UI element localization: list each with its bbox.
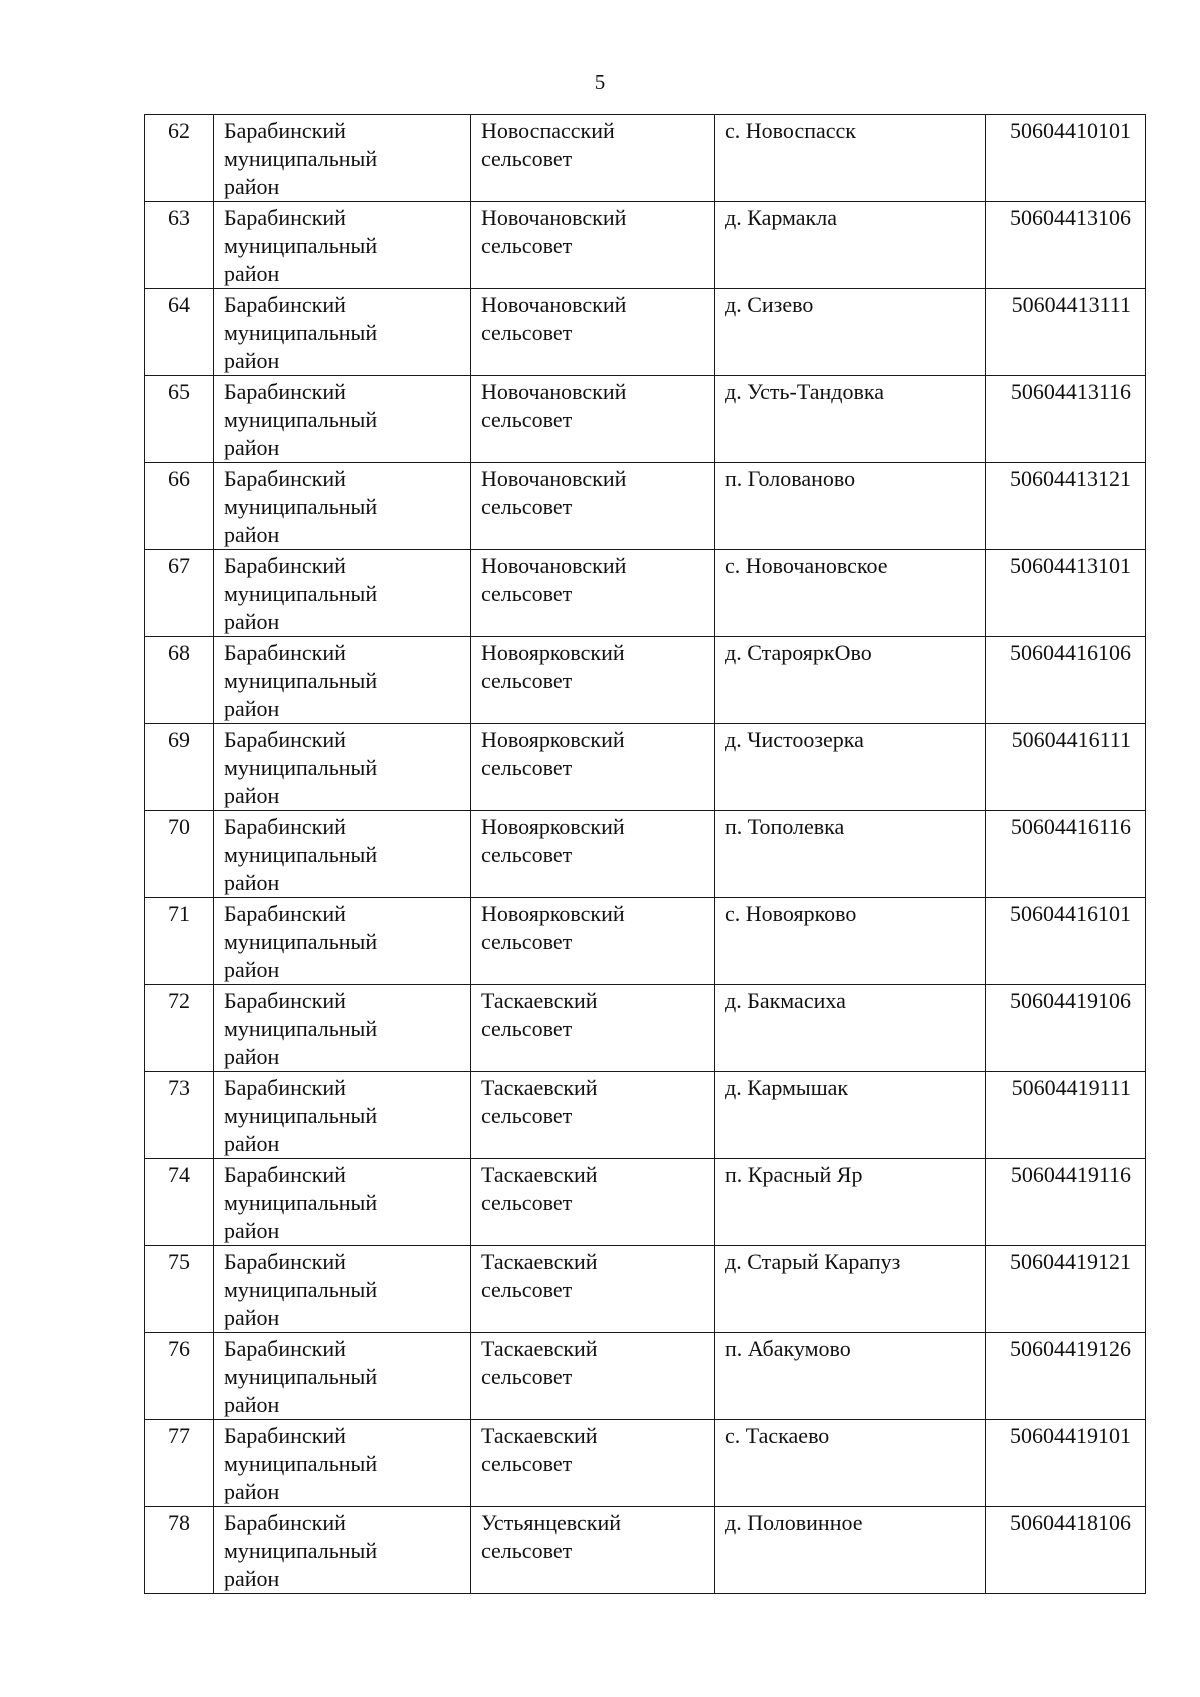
council-line: Таскаевский [481, 1075, 598, 1100]
settlements-table [144, 114, 1146, 1594]
row-number: 72 [168, 988, 190, 1013]
oktmo-code-cell [986, 1333, 1146, 1420]
district-line: муниципальный [224, 233, 378, 258]
table-row [145, 550, 1146, 637]
settlement-cell [715, 1159, 986, 1246]
oktmo-code-cell [986, 811, 1146, 898]
row-number: 73 [168, 1075, 190, 1100]
council-line: сельсовет [481, 668, 573, 693]
district-line: район [224, 1131, 280, 1156]
settlement-name: д. Кармакла [725, 205, 837, 230]
settlement-cell [715, 811, 986, 898]
council-line: сельсовет [481, 1538, 573, 1563]
table-row [145, 1333, 1146, 1420]
district-line: район [224, 870, 280, 895]
council-cell [471, 985, 715, 1072]
table-row [145, 463, 1146, 550]
row-number-cell [145, 550, 214, 637]
page-number: 5 [594, 70, 606, 94]
table-row [145, 1246, 1146, 1333]
district-line: Барабинский [224, 553, 346, 578]
oktmo-code: 50604410101 [1010, 118, 1131, 143]
district-cell [214, 898, 471, 985]
district-line: район [224, 1044, 280, 1069]
table-row [145, 289, 1146, 376]
district-cell [214, 1159, 471, 1246]
settlement-name: с. Новоярково [725, 901, 857, 926]
district-cell [214, 1246, 471, 1333]
district-line: Барабинский [224, 640, 346, 665]
district-line: Барабинский [224, 292, 346, 317]
row-number: 70 [168, 814, 190, 839]
council-line: Новочановский [481, 292, 627, 317]
oktmo-code-cell [986, 1246, 1146, 1333]
district-cell [214, 289, 471, 376]
district-line: район [224, 1566, 280, 1591]
district-line: район [224, 174, 280, 199]
district-line: Барабинский [224, 1075, 346, 1100]
row-number: 69 [168, 727, 190, 752]
district-line: Барабинский [224, 118, 346, 143]
table-row [145, 376, 1146, 463]
district-cell [214, 1507, 471, 1594]
row-number-cell [145, 724, 214, 811]
table-row [145, 637, 1146, 724]
council-line: сельсовет [481, 1364, 573, 1389]
settlement-cell [715, 898, 986, 985]
district-line: Барабинский [224, 901, 346, 926]
council-line: сельсовет [481, 842, 573, 867]
council-cell [471, 1159, 715, 1246]
district-line: район [224, 1479, 280, 1504]
settlement-name: п. Абакумово [725, 1336, 851, 1361]
oktmo-code: 50604416106 [1010, 640, 1131, 665]
oktmo-code: 50604419116 [1010, 1162, 1131, 1187]
row-number: 76 [168, 1336, 190, 1361]
council-line: сельсовет [481, 320, 573, 345]
oktmo-code-cell [986, 985, 1146, 1072]
oktmo-code-cell [986, 550, 1146, 637]
oktmo-code: 50604413106 [1010, 205, 1131, 230]
district-line: муниципальный [224, 1103, 378, 1128]
council-line: Таскаевский [481, 988, 598, 1013]
row-number: 65 [168, 379, 190, 404]
oktmo-code-cell [986, 376, 1146, 463]
oktmo-code: 50604413121 [1010, 466, 1131, 491]
oktmo-code-cell [986, 1159, 1146, 1246]
council-line: сельсовет [481, 1190, 573, 1215]
council-cell [471, 115, 715, 202]
oktmo-code-cell [986, 637, 1146, 724]
table-row [145, 985, 1146, 1072]
oktmo-code: 50604418106 [1010, 1510, 1131, 1535]
district-line: Барабинский [224, 1162, 346, 1187]
council-line: сельсовет [481, 494, 573, 519]
council-line: сельсовет [481, 1103, 573, 1128]
row-number-cell [145, 1333, 214, 1420]
district-line: муниципальный [224, 1538, 378, 1563]
oktmo-code-cell [986, 724, 1146, 811]
district-line: Барабинский [224, 466, 346, 491]
district-line: район [224, 522, 280, 547]
row-number: 78 [168, 1510, 190, 1535]
district-line: муниципальный [224, 1190, 378, 1215]
district-line: муниципальный [224, 581, 378, 606]
table-row [145, 202, 1146, 289]
council-line: Новоярковский [481, 901, 625, 926]
oktmo-code: 50604413101 [1010, 553, 1131, 578]
settlement-cell [715, 1072, 986, 1159]
settlement-cell [715, 550, 986, 637]
district-cell [214, 637, 471, 724]
row-number-cell [145, 289, 214, 376]
row-number: 67 [168, 553, 190, 578]
row-number-cell [145, 898, 214, 985]
district-line: Барабинский [224, 814, 346, 839]
council-cell [471, 202, 715, 289]
council-cell [471, 724, 715, 811]
council-cell [471, 376, 715, 463]
row-number: 77 [168, 1423, 190, 1448]
district-line: Барабинский [224, 1336, 346, 1361]
settlement-cell [715, 1333, 986, 1420]
council-cell [471, 637, 715, 724]
district-line: Барабинский [224, 1249, 346, 1274]
district-line: Барабинский [224, 1510, 346, 1535]
council-line: сельсовет [481, 1451, 573, 1476]
council-cell [471, 1507, 715, 1594]
council-cell [471, 289, 715, 376]
settlement-name: д. СтарояркOво [725, 640, 872, 665]
settlement-name: д. Чистоозерка [725, 727, 864, 752]
council-line: Новоспасский [481, 118, 615, 143]
district-line: район [224, 957, 280, 982]
settlement-cell [715, 1246, 986, 1333]
district-cell [214, 376, 471, 463]
council-line: Новоярковский [481, 640, 625, 665]
district-line: муниципальный [224, 407, 378, 432]
district-line: муниципальный [224, 146, 378, 171]
council-cell [471, 1072, 715, 1159]
settlement-name: д. Бакмасиха [725, 988, 846, 1013]
settlements-table-body [145, 115, 1146, 1594]
district-line: район [224, 609, 280, 634]
table-row [145, 724, 1146, 811]
council-line: Новочановский [481, 205, 627, 230]
district-cell [214, 115, 471, 202]
oktmo-code: 50604419111 [1011, 1075, 1131, 1100]
oktmo-code: 50604416101 [1010, 901, 1131, 926]
council-cell [471, 550, 715, 637]
district-line: район [224, 696, 280, 721]
table-row [145, 1420, 1146, 1507]
council-line: сельсовет [481, 1277, 573, 1302]
oktmo-code: 50604413116 [1010, 379, 1131, 404]
district-line: муниципальный [224, 929, 378, 954]
district-line: муниципальный [224, 755, 378, 780]
district-line: Барабинский [224, 988, 346, 1013]
district-cell [214, 550, 471, 637]
district-line: район [224, 1392, 280, 1417]
settlement-cell [715, 376, 986, 463]
council-line: Таскаевский [481, 1162, 598, 1187]
settlement-name: п. Голованово [725, 466, 856, 491]
table-row [145, 115, 1146, 202]
district-cell [214, 985, 471, 1072]
table-row [145, 1159, 1146, 1246]
council-line: сельсовет [481, 1016, 573, 1041]
council-line: Таскаевский [481, 1249, 598, 1274]
district-line: муниципальный [224, 494, 378, 519]
row-number-cell [145, 811, 214, 898]
settlement-cell [715, 985, 986, 1072]
row-number-cell [145, 1072, 214, 1159]
row-number-cell [145, 1246, 214, 1333]
row-number: 68 [168, 640, 190, 665]
district-line: муниципальный [224, 1364, 378, 1389]
council-cell [471, 1333, 715, 1420]
district-cell [214, 1420, 471, 1507]
settlement-name: с. Таскаево [725, 1423, 830, 1448]
oktmo-code-cell [986, 202, 1146, 289]
district-line: район [224, 435, 280, 460]
council-cell [471, 898, 715, 985]
district-cell [214, 811, 471, 898]
council-line: сельсовет [481, 755, 573, 780]
district-line: район [224, 1305, 280, 1330]
oktmo-code: 50604413111 [1011, 292, 1131, 317]
oktmo-code-cell [986, 115, 1146, 202]
row-number: 74 [168, 1162, 190, 1187]
district-line: Барабинский [224, 379, 346, 404]
oktmo-code: 50604419101 [1010, 1423, 1131, 1448]
settlement-cell [715, 724, 986, 811]
table-row [145, 1507, 1146, 1594]
settlement-cell [715, 1507, 986, 1594]
district-line: муниципальный [224, 668, 378, 693]
council-cell [471, 463, 715, 550]
settlement-name: д. Старый Карапуз [725, 1249, 901, 1274]
settlement-name: д. Половинное [725, 1510, 863, 1535]
council-cell [471, 1246, 715, 1333]
council-line: сельсовет [481, 929, 573, 954]
row-number-cell [145, 985, 214, 1072]
settlement-name: с. Новоспасск [725, 118, 856, 143]
district-line: район [224, 1218, 280, 1243]
row-number-cell [145, 1507, 214, 1594]
district-line: Барабинский [224, 727, 346, 752]
council-line: Таскаевский [481, 1336, 598, 1361]
settlement-name: п. Красный Яр [725, 1162, 863, 1187]
oktmo-code: 50604416116 [1010, 814, 1131, 839]
settlement-cell [715, 463, 986, 550]
district-cell [214, 724, 471, 811]
oktmo-code: 50604419121 [1010, 1249, 1131, 1274]
council-line: Новоярковский [481, 814, 625, 839]
row-number-cell [145, 1159, 214, 1246]
row-number-cell [145, 463, 214, 550]
row-number-cell [145, 115, 214, 202]
oktmo-code-cell [986, 289, 1146, 376]
oktmo-code-cell [986, 1072, 1146, 1159]
oktmo-code: 50604416111 [1011, 727, 1131, 752]
district-cell [214, 463, 471, 550]
district-line: муниципальный [224, 1451, 378, 1476]
council-line: Новоярковский [481, 727, 625, 752]
row-number: 71 [168, 901, 190, 926]
settlement-name: д. Кармышак [725, 1075, 849, 1100]
table-row [145, 1072, 1146, 1159]
settlement-cell [715, 637, 986, 724]
table-row [145, 898, 1146, 985]
settlement-cell [715, 202, 986, 289]
settlement-cell [715, 115, 986, 202]
row-number-cell [145, 637, 214, 724]
row-number-cell [145, 376, 214, 463]
district-line: район [224, 783, 280, 808]
district-line: муниципальный [224, 842, 378, 867]
district-cell [214, 1333, 471, 1420]
council-line: сельсовет [481, 233, 573, 258]
settlement-cell [715, 1420, 986, 1507]
district-line: район [224, 261, 280, 286]
council-line: Таскаевский [481, 1423, 598, 1448]
oktmo-code-cell [986, 898, 1146, 985]
council-line: сельсовет [481, 146, 573, 171]
oktmo-code-cell [986, 463, 1146, 550]
district-line: муниципальный [224, 1277, 378, 1302]
settlement-name: д. Сизево [725, 292, 814, 317]
row-number: 66 [168, 466, 190, 491]
oktmo-code: 50604419126 [1010, 1336, 1131, 1361]
settlement-cell [715, 289, 986, 376]
council-line: Новочановский [481, 379, 627, 404]
oktmo-code-cell [986, 1420, 1146, 1507]
row-number: 75 [168, 1249, 190, 1274]
district-line: Барабинский [224, 205, 346, 230]
district-line: Барабинский [224, 1423, 346, 1448]
district-line: муниципальный [224, 320, 378, 345]
district-cell [214, 202, 471, 289]
district-line: район [224, 348, 280, 373]
district-cell [214, 1072, 471, 1159]
council-line: Новочановский [481, 553, 627, 578]
council-line: Устьянцевский [481, 1510, 622, 1535]
row-number-cell [145, 1420, 214, 1507]
settlement-name: д. Усть-Тандовка [725, 379, 884, 404]
row-number: 63 [168, 205, 190, 230]
table-row [145, 811, 1146, 898]
council-line: Новочановский [481, 466, 627, 491]
settlement-name: п. Тополевка [725, 814, 845, 839]
council-line: сельсовет [481, 407, 573, 432]
oktmo-code-cell [986, 1507, 1146, 1594]
district-line: муниципальный [224, 1016, 378, 1041]
council-cell [471, 1420, 715, 1507]
row-number: 62 [168, 118, 190, 143]
council-cell [471, 811, 715, 898]
row-number: 64 [168, 292, 190, 317]
council-line: сельсовет [481, 581, 573, 606]
oktmo-code: 50604419106 [1010, 988, 1131, 1013]
row-number-cell [145, 202, 214, 289]
settlement-name: с. Новочановское [725, 553, 888, 578]
